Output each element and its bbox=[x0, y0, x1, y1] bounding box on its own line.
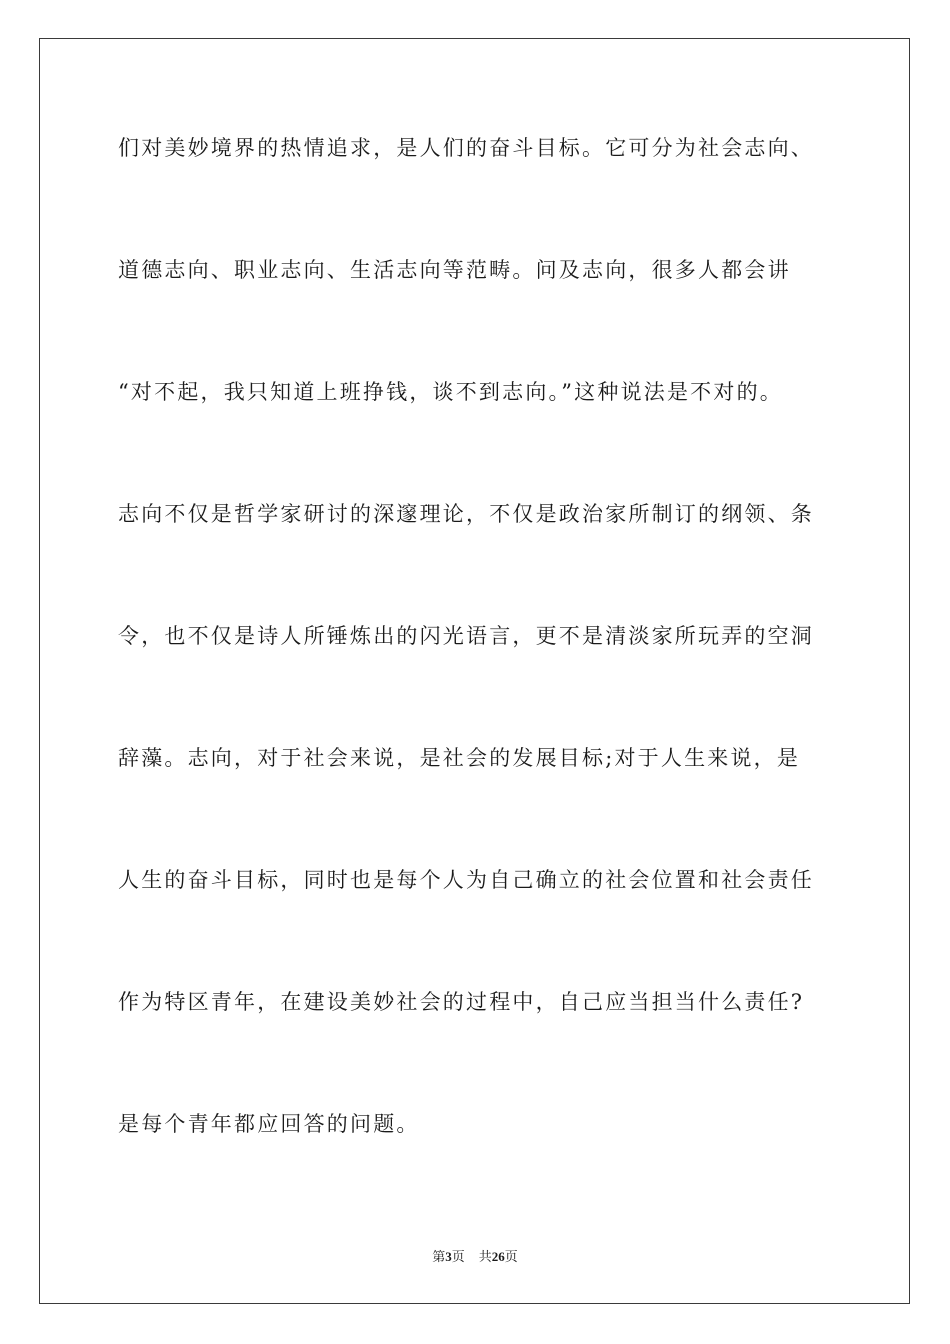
text-line: 人生的奋斗目标，同时也是每个人为自己确立的社会位置和社会责任 bbox=[118, 868, 814, 892]
total-prefix: 共 bbox=[478, 1250, 492, 1265]
page-suffix: 页 bbox=[451, 1250, 465, 1265]
page-prefix: 第 bbox=[432, 1250, 446, 1265]
text-line: 辞藻。志向，对于社会来说，是社会的发展目标;对于人生来说，是 bbox=[118, 746, 801, 770]
page-footer bbox=[0, 1246, 950, 1265]
total-suffix: 页 bbox=[504, 1250, 518, 1265]
text-line: 道德志向、职业志向、生活志向等范畴。问及志向，很多人都会讲 bbox=[118, 258, 791, 282]
text-line: 作为特区青年，在建设美妙社会的过程中，自己应当担当什么责任? bbox=[118, 990, 805, 1014]
text-line: 是每个青年都应回答的问题。 bbox=[118, 1112, 420, 1136]
text-line: 令，也不仅是诗人所锤炼出的闪光语言，更不是清淡家所玩弄的空洞 bbox=[118, 624, 814, 648]
document-body bbox=[118, 124, 838, 1222]
text-line: 志向不仅是哲学家研讨的深邃理论，不仅是政治家所制订的纲领、条 bbox=[118, 502, 814, 526]
total-pages: 26 bbox=[491, 1249, 505, 1264]
text-line: “对不起，我只知道上班挣钱，谈不到志向。”这种说法是不对的。 bbox=[118, 380, 783, 404]
page-number: 3 bbox=[445, 1249, 452, 1264]
text-line: 们对美妙境界的热情追求，是人们的奋斗目标。它可分为社会志向、 bbox=[118, 136, 814, 160]
